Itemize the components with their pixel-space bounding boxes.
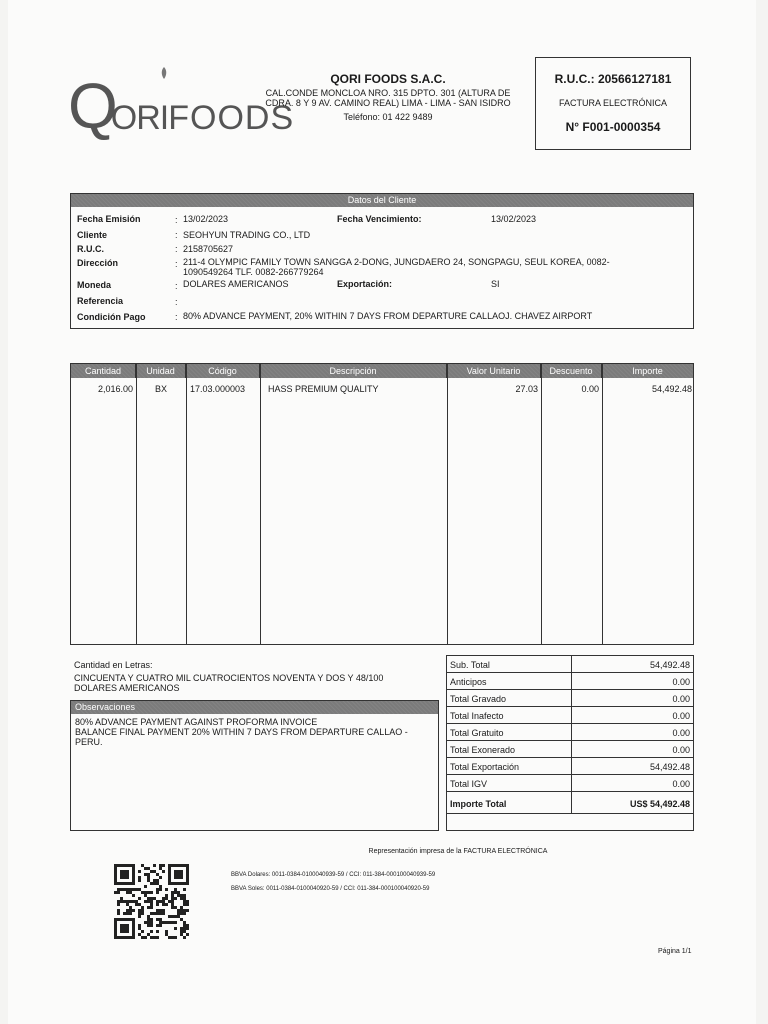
totals-row bbox=[447, 724, 693, 741]
moneda-value: DOLARES AMERICANOS bbox=[183, 279, 289, 289]
column-divider bbox=[447, 364, 448, 644]
totals-value: 0.00 bbox=[672, 745, 690, 755]
totals-table bbox=[446, 655, 694, 831]
logo-foods: FOODS bbox=[168, 99, 295, 137]
observaciones-line-1: 80% ADVANCE PAYMENT AGAINST PROFORMA INVOICE bbox=[75, 717, 318, 727]
company-phone: Teléfono: 01 422 9489 bbox=[343, 112, 433, 122]
condicion-pago-label: Condición Pago bbox=[77, 312, 146, 322]
logo-q: Q bbox=[68, 70, 117, 142]
fecha-vencimiento-value: 13/02/2023 bbox=[491, 214, 537, 224]
cell-unidad: BX bbox=[154, 384, 167, 394]
col-header-unidad: Unidad bbox=[136, 364, 186, 378]
col-header-codigo: Código bbox=[186, 364, 260, 378]
company-address bbox=[248, 88, 528, 108]
totals-row bbox=[447, 656, 693, 673]
company-logo bbox=[68, 56, 295, 142]
col-header-descuento: Descuento bbox=[541, 364, 602, 378]
colon: : bbox=[175, 312, 178, 322]
totals-value: 0.00 bbox=[672, 694, 690, 704]
colon: : bbox=[175, 215, 178, 225]
column-divider bbox=[260, 364, 261, 644]
direccion-line-1: 211-4 OLYMPIC FAMILY TOWN SANGGA 2-DONG, JUNGDAERO 24, SONGPAGU, SEUL KOREA, 0082- bbox=[183, 257, 610, 267]
totals-row bbox=[447, 690, 693, 707]
condicion-pago-value: 80% ADVANCE PAYMENT, 20% WITHIN 7 DAYS FROM DEPARTURE CALLAOJ. CHAVEZ AIRPORT bbox=[183, 311, 593, 321]
leaf-icon bbox=[160, 66, 168, 78]
fecha-emision-label: Fecha Emisión bbox=[77, 214, 141, 224]
cliente-value: SEOHYUN TRADING CO., LTD bbox=[183, 230, 311, 240]
exportacion-value: SI bbox=[491, 279, 500, 289]
issuer-ruc: R.U.C.: 20566127181 bbox=[554, 72, 672, 86]
totals-value: 0.00 bbox=[672, 728, 690, 738]
letters-line-1: CINCUENTA Y CUATRO MIL CUATROCIENTOS NOVENTA Y DOS Y 48/100 bbox=[74, 673, 384, 683]
totals-row bbox=[447, 741, 693, 758]
col-header-cantidad: Cantidad bbox=[71, 364, 136, 378]
observaciones-title: Observaciones bbox=[71, 701, 438, 714]
direccion-label: Dirección bbox=[77, 258, 119, 268]
totals-value: 54,492.48 bbox=[649, 762, 690, 772]
cell-cantidad: 2,016.00 bbox=[97, 384, 133, 394]
colon: : bbox=[175, 281, 178, 291]
fecha-vencimiento-label: Fecha Vencimiento: bbox=[337, 214, 422, 224]
client-ruc-value: 2158705627 bbox=[183, 244, 234, 254]
colon: : bbox=[175, 259, 178, 269]
column-divider bbox=[186, 364, 187, 644]
direccion-value bbox=[183, 257, 610, 277]
totals-label: Sub. Total bbox=[450, 660, 490, 670]
totals-label: Total Exonerado bbox=[450, 745, 516, 755]
totals-row bbox=[447, 775, 693, 792]
fecha-emision-value: 13/02/2023 bbox=[183, 214, 229, 224]
col-header-descripcion: Descripción bbox=[260, 364, 447, 378]
company-name: QORI FOODS S.A.C. bbox=[330, 72, 446, 86]
totals-value: 0.00 bbox=[672, 779, 690, 789]
client-section-title: Datos del Cliente bbox=[71, 194, 693, 207]
bank-dolares: BBVA Dolares: 0011-0384-0100040939-59 / CCI: 011-384-000100040939-59 bbox=[231, 872, 436, 878]
qr-code-icon bbox=[112, 863, 192, 939]
totals-row-importe-total bbox=[447, 792, 693, 814]
address-line-1: CAL.CONDE MONCLOA NRO. 315 DPTO. 301 (ALTURA DE bbox=[265, 88, 511, 98]
totals-value: US$ 54,492.48 bbox=[629, 799, 690, 809]
totals-row bbox=[447, 673, 693, 690]
letters-text bbox=[74, 673, 434, 693]
address-line-2: CDRA. 8 Y 9 AV. CAMINO REAL) LIMA - LIMA - SAN ISIDRO bbox=[265, 98, 511, 108]
document-type: FACTURA ELECTRÓNICA bbox=[558, 98, 668, 108]
column-divider bbox=[541, 364, 542, 644]
column-divider bbox=[136, 364, 137, 644]
moneda-label: Moneda bbox=[77, 280, 112, 290]
client-data-section bbox=[70, 193, 694, 329]
cell-valor-unitario: 27.03 bbox=[515, 384, 538, 394]
exportacion-label: Exportación: bbox=[337, 279, 393, 289]
referencia-label: Referencia bbox=[77, 296, 124, 306]
items-header bbox=[71, 364, 693, 378]
totals-label: Total IGV bbox=[450, 779, 488, 789]
cell-descripcion: HASS PREMIUM QUALITY bbox=[268, 384, 379, 394]
cell-descuento: 0.00 bbox=[581, 384, 599, 394]
observaciones-line-3: PERU. bbox=[75, 737, 103, 747]
invoice-page bbox=[8, 0, 756, 1024]
letters-line-2: DOLARES AMERICANOS bbox=[74, 683, 180, 693]
totals-row bbox=[447, 758, 693, 775]
observaciones-text bbox=[71, 714, 438, 750]
totals-value: 0.00 bbox=[672, 677, 690, 687]
totals-value: 54,492.48 bbox=[649, 660, 690, 670]
items-table bbox=[70, 363, 694, 645]
observaciones-section bbox=[70, 700, 439, 831]
totals-label: Total Inafecto bbox=[450, 711, 504, 721]
totals-row bbox=[447, 707, 693, 724]
totals-label: Importe Total bbox=[450, 799, 507, 809]
ruc-box bbox=[535, 57, 691, 150]
logo-ori: ORI bbox=[110, 99, 169, 137]
totals-label: Total Exportación bbox=[450, 762, 520, 772]
col-header-importe: Importe bbox=[602, 364, 693, 378]
column-divider bbox=[602, 364, 603, 644]
observaciones-line-2: BALANCE FINAL PAYMENT 20% WITHIN 7 DAYS FROM DEPARTURE CALLAO - bbox=[75, 727, 408, 737]
direccion-line-2: 1090549264 TLF. 0082-266779264 bbox=[183, 267, 324, 277]
cell-importe: 54,492.48 bbox=[651, 384, 692, 394]
col-header-valor-unitario: Valor Unitario bbox=[447, 364, 541, 378]
colon: : bbox=[175, 230, 178, 240]
bank-soles: BBVA Soles: 0011-0384-0100040920-59 / CCI: 011-384-000100040920-59 bbox=[231, 886, 430, 892]
client-ruc-label: R.U.C. bbox=[77, 244, 104, 254]
cliente-label: Cliente bbox=[77, 230, 108, 240]
totals-label: Total Gravado bbox=[450, 694, 507, 704]
cell-codigo: 17.03.000003 bbox=[190, 384, 246, 394]
document-number: N° F001-0000354 bbox=[565, 120, 661, 134]
totals-label: Total Gratuito bbox=[450, 728, 504, 738]
totals-label: Anticipos bbox=[450, 677, 487, 687]
letters-label: Cantidad en Letras: bbox=[74, 660, 153, 670]
colon: : bbox=[175, 297, 178, 307]
colon: : bbox=[175, 244, 178, 254]
page-number: Página 1/1 bbox=[658, 948, 692, 955]
representation-note: Representación impresa de la FACTURA ELECTRÓNICA bbox=[368, 848, 548, 855]
totals-value: 0.00 bbox=[672, 711, 690, 721]
